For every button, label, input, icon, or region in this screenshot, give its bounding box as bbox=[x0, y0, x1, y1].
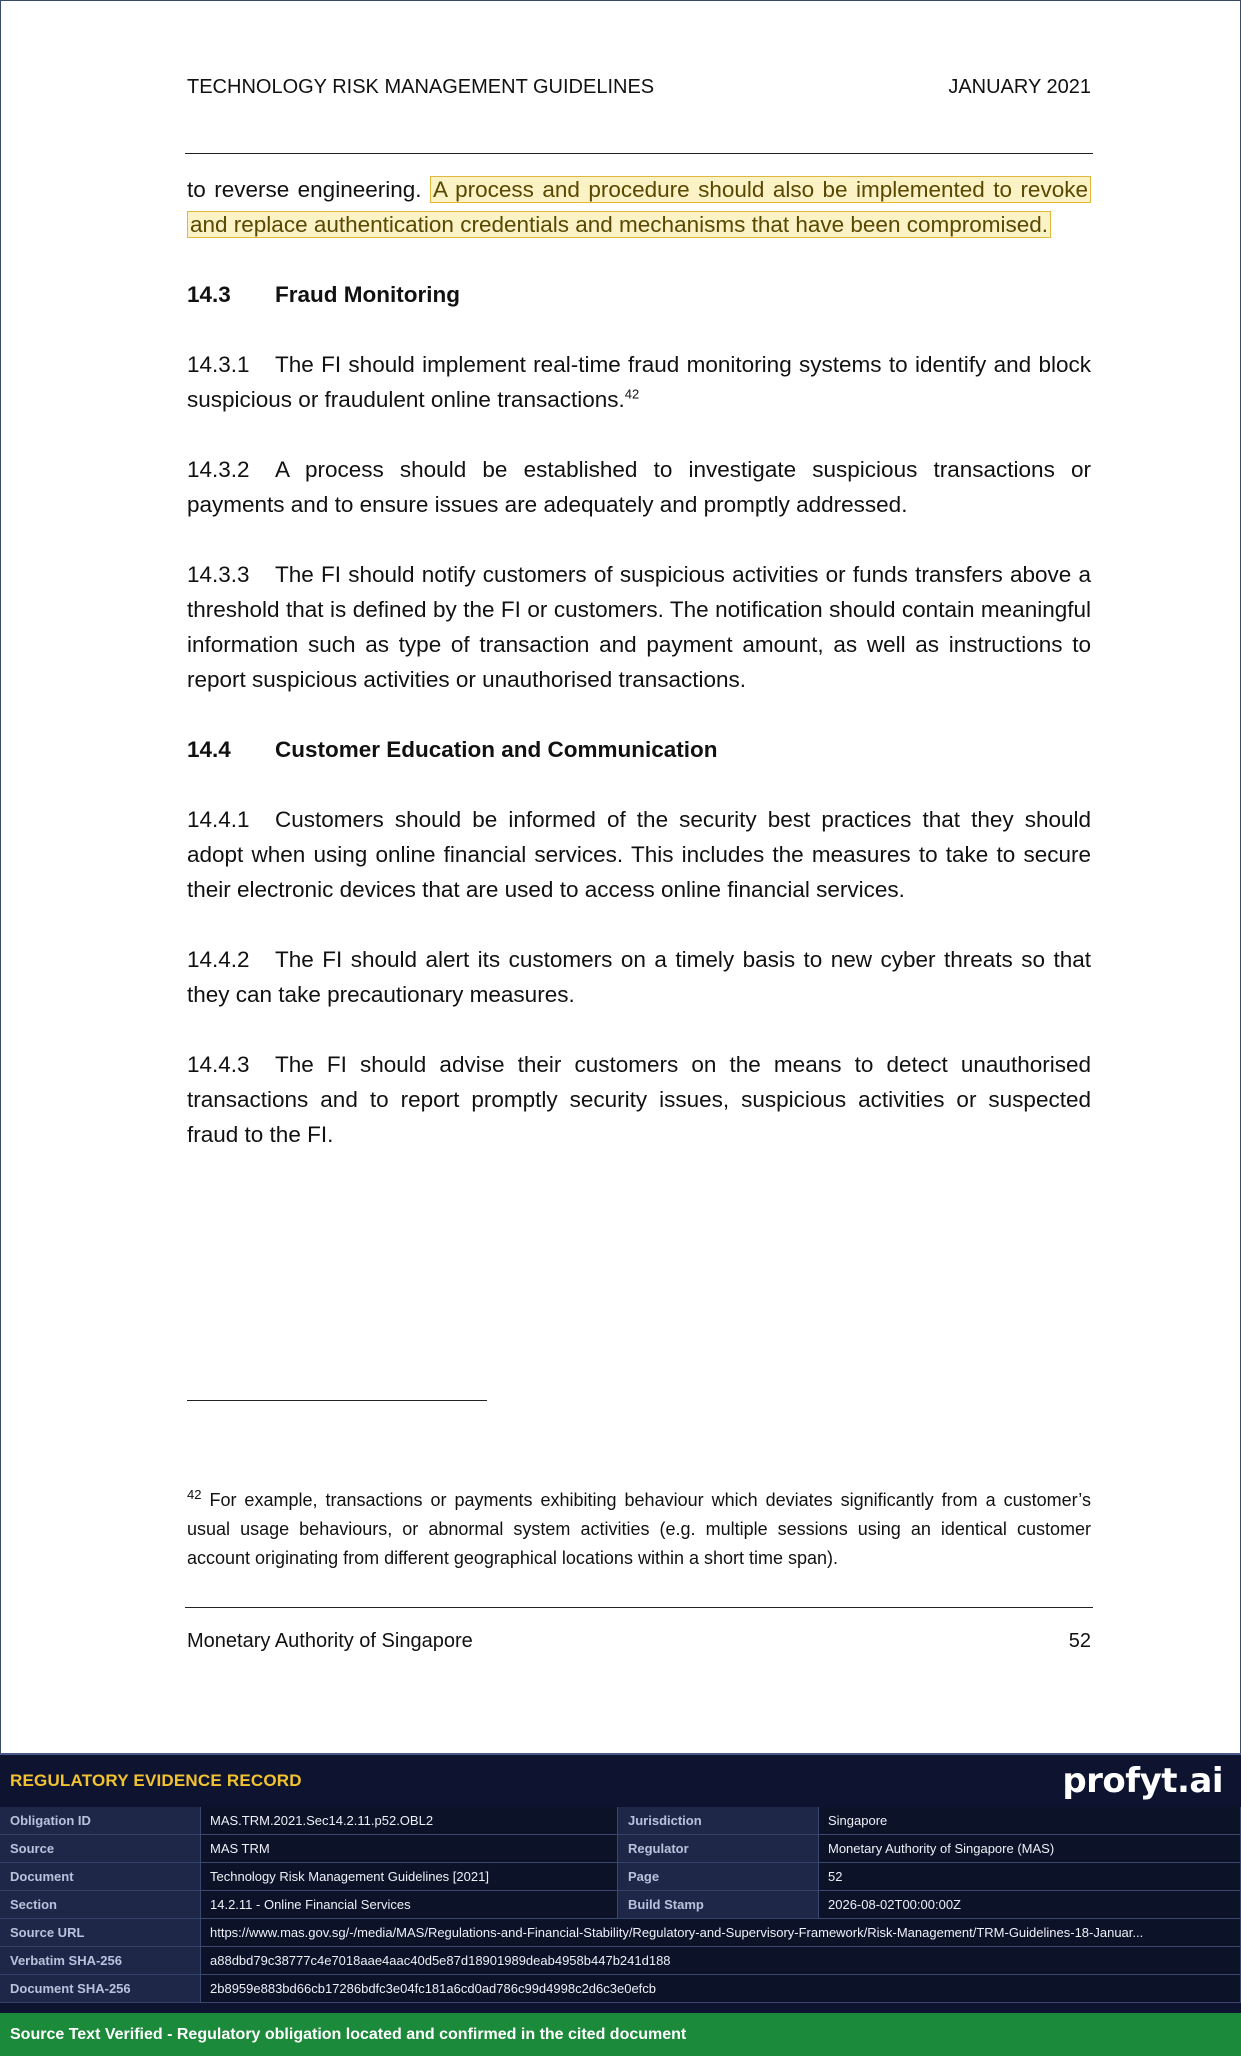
paragraph-14-4-3: 14.4.3 The FI should advise their customers on the means to detect unauthorised transactions and to report promptly security issues, suspicious activities or suspected fraud to the FI. bbox=[187, 1052, 1091, 1147]
document-body bbox=[187, 172, 1091, 1187]
page-footer bbox=[187, 1630, 1091, 1653]
footer-rule bbox=[185, 1607, 1093, 1608]
intro-text: to reverse engineering. bbox=[187, 177, 422, 202]
label-obligation-id: Obligation ID bbox=[0, 1807, 200, 1835]
label-build-stamp: Build Stamp bbox=[618, 1891, 818, 1919]
value-regulator: Monetary Authority of Singapore (MAS) bbox=[818, 1835, 1241, 1863]
value-section: 14.2.11 - Online Financial Services bbox=[200, 1891, 618, 1919]
table-row bbox=[0, 1835, 1241, 1863]
value-document-sha: 2b8959e883bd66cb17286bdfc3e04fc181a6cd0ad786c99d4998c2d6c3e0efcb bbox=[200, 1975, 1241, 2003]
header-title: TECHNOLOGY RISK MANAGEMENT GUIDELINES bbox=[187, 76, 655, 98]
footnote-rule bbox=[187, 1400, 487, 1401]
label-page: Page bbox=[618, 1863, 818, 1891]
value-page: 52 bbox=[818, 1863, 1241, 1891]
label-section: Section bbox=[0, 1891, 200, 1919]
value-obligation-id: MAS.TRM.2021.Sec14.2.11.p52.OBL2 bbox=[200, 1807, 618, 1835]
paragraph-14-3-2: 14.3.2 A process should be established to investigate suspicious transactions or payments and to ensure issues are adequately and promptly addressed. bbox=[187, 457, 1091, 517]
profyt-logo: profyt.ai bbox=[1062, 1761, 1223, 1801]
value-source: MAS TRM bbox=[200, 1835, 618, 1863]
header-date: JANUARY 2021 bbox=[948, 76, 1091, 98]
highlighted-obligation: A process and procedure should also be implemented to revoke and replace authentication credentials and mechanisms that have been compromised. bbox=[187, 176, 1091, 238]
footnote bbox=[187, 1486, 1091, 1573]
table-row bbox=[0, 1863, 1241, 1891]
header-rule bbox=[185, 153, 1093, 154]
value-jurisdiction: Singapore bbox=[818, 1807, 1241, 1835]
footer-org: Monetary Authority of Singapore bbox=[187, 1630, 473, 1652]
label-regulator: Regulator bbox=[618, 1835, 818, 1863]
table-row bbox=[0, 1891, 1241, 1919]
paragraph-14-3-3: 14.3.3 The FI should notify customers of suspicious activities or funds transfers above a threshold that is defined by the FI or customers. The notification should contain meaningful information such as type of transaction and payment amount, as well as instructions to report suspicious activities or unauthorised transactions. bbox=[187, 562, 1091, 692]
footnote-text: For example, transactions or payments exhibiting behaviour which deviates significantly from a customer’s usual usage behaviours, or abnormal system activities (e.g. multiple sessions using an identical customer account originating from different geographical locations within a short time span). bbox=[187, 1490, 1091, 1568]
page-header bbox=[187, 76, 1091, 99]
page-number: 52 bbox=[1068, 1630, 1091, 1652]
label-document-sha: Document SHA-256 bbox=[0, 1975, 200, 2003]
evidence-table bbox=[0, 1807, 1241, 2003]
footnote-ref: 42 bbox=[624, 386, 640, 402]
value-verbatim-sha: a88dbd79c38777c4e7018aae4aac40d5e87d18901989deab4958b447b241d188 bbox=[200, 1947, 1241, 1975]
source-url-link[interactable]: https://www.mas.gov.sg/-/media/MAS/Regulations-and-Financial-Stability/Regulatory-and-Supervisory-Framework/Risk-Management/TRM-Guidelines-18-Januar... bbox=[200, 1919, 1241, 1947]
footnote-number: 42 bbox=[187, 1487, 202, 1502]
table-row bbox=[0, 1947, 1241, 1975]
paragraph-14-4-2: 14.4.2 The FI should alert its customers on a timely basis to new cyber threats so that they can take precautionary measures. bbox=[187, 947, 1091, 1007]
paragraph-14-4-1: 14.4.1 Customers should be informed of the security best practices that they should adopt when using online financial services. This includes the measures to take to secure their electronic devices that are used to access online financial services. bbox=[187, 807, 1091, 902]
label-source: Source bbox=[0, 1835, 200, 1863]
value-document: Technology Risk Management Guidelines [2021] bbox=[200, 1863, 618, 1891]
section-heading-14-3: 14.3 Fraud Monitoring bbox=[187, 282, 460, 307]
table-row bbox=[0, 1807, 1241, 1835]
intro-paragraph bbox=[187, 172, 1091, 242]
label-jurisdiction: Jurisdiction bbox=[618, 1807, 818, 1835]
table-row bbox=[0, 1975, 1241, 2003]
evidence-record-panel bbox=[0, 1753, 1241, 2015]
label-source-url: Source URL bbox=[0, 1919, 200, 1947]
label-verbatim-sha: Verbatim SHA-256 bbox=[0, 1947, 200, 1975]
section-heading-14-4: 14.4 Customer Education and Communication bbox=[187, 737, 718, 762]
table-row bbox=[0, 1919, 1241, 1947]
value-build-stamp: 2026-08-02T00:00:00Z bbox=[818, 1891, 1241, 1919]
paragraph-14-3-1: 14.3.1 The FI should implement real-time fraud monitoring systems to identify and block suspicious or fraudulent online transactions.$^{42}$ bbox=[187, 352, 1091, 412]
verification-status-bar: Source Text Verified - Regulatory obligation located and confirmed in the cited document bbox=[0, 2013, 1241, 2056]
label-document: Document bbox=[0, 1863, 200, 1891]
panel-title: REGULATORY EVIDENCE RECORD bbox=[10, 1771, 302, 1790]
